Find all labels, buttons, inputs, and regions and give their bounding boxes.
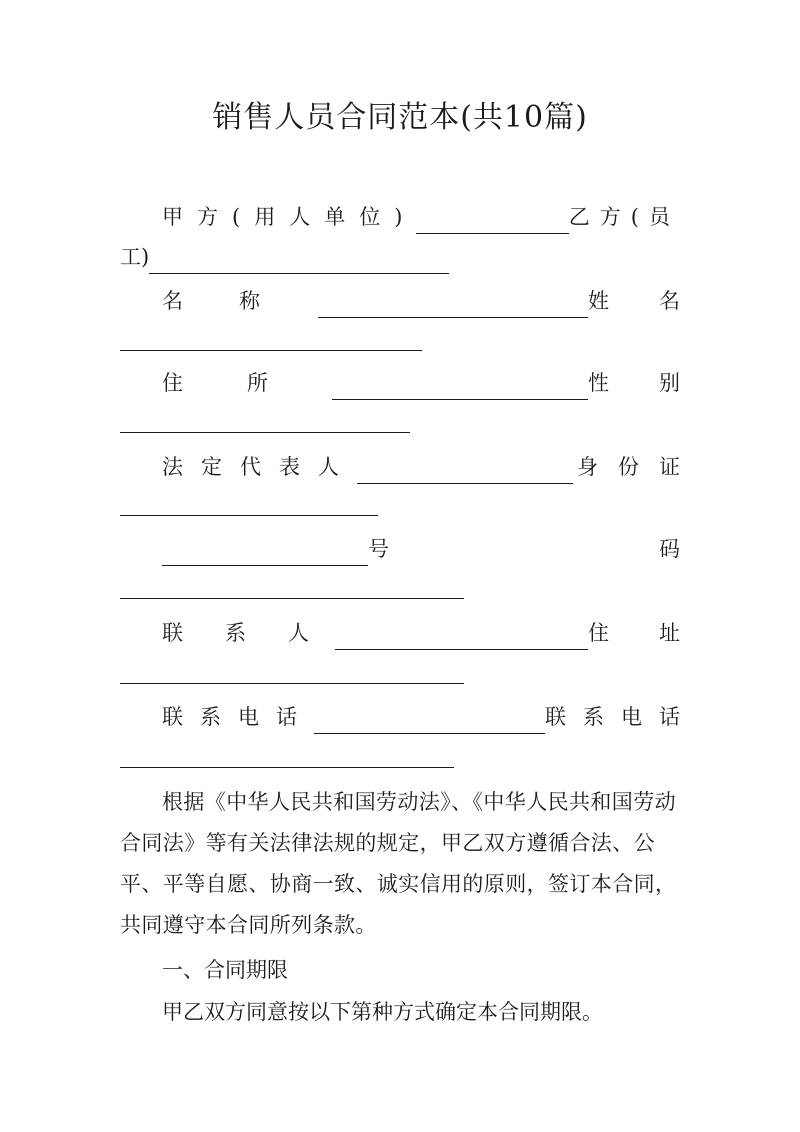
form-row-id-cont xyxy=(120,573,680,599)
form-row-party xyxy=(162,200,680,234)
party-b-label-cont: 工) xyxy=(120,245,150,269)
id-b-blank[interactable] xyxy=(120,573,464,599)
party-a-blank[interactable] xyxy=(416,208,568,234)
form-row-address-cont xyxy=(120,407,680,433)
sex-b-label: 性别 xyxy=(588,371,730,395)
address-a-blank[interactable] xyxy=(332,374,588,400)
form-row-contact-cont xyxy=(120,658,680,684)
party-b-label: 乙方(员 xyxy=(568,205,680,229)
name-b-blank[interactable] xyxy=(120,325,422,351)
form-row-phone-cont xyxy=(120,742,680,768)
rep-a-blank[interactable] xyxy=(357,458,573,484)
form-row-rep xyxy=(162,450,700,484)
party-b-blank[interactable] xyxy=(149,248,449,274)
form-row-contact xyxy=(162,616,730,650)
form-row-id xyxy=(162,532,680,566)
paragraph-basis xyxy=(120,782,680,946)
name-a-label: 名称 xyxy=(162,289,316,313)
party-a-label: 甲方(用人单位) xyxy=(162,205,417,229)
section-1-heading: 一、合同期限 xyxy=(162,958,288,982)
phone-b-blank[interactable] xyxy=(120,742,454,768)
rep-a-label: 法定代表人 xyxy=(162,455,357,479)
form-row-party-cont xyxy=(120,240,680,274)
address-b-blank[interactable] xyxy=(120,658,464,684)
form-row-phone xyxy=(162,700,697,734)
form-row-name-cont xyxy=(120,325,680,351)
page-title: 销售人员合同范本(共10篇) xyxy=(212,100,588,135)
id-b-label-3: 码 xyxy=(659,537,680,561)
name-a-blank[interactable] xyxy=(318,292,588,318)
form-row-name xyxy=(162,284,730,318)
address-b-label: 住址 xyxy=(588,621,730,645)
address-a-label: 住所 xyxy=(162,371,332,395)
form-row-address xyxy=(162,366,730,400)
id-b-label-1: 身份证 xyxy=(577,455,700,479)
section-1-heading-wrap xyxy=(120,950,680,991)
paragraph-basis-text: 根据《中华人民共和国劳动法》、《中华人民共和国劳动合同法》等有关法律法规的规定，甲乙双方遵循合法、公平、平等自愿、协商一致、诚实信用的原则，签订本合同，共同遵守本合同所列条款。 xyxy=(120,790,677,937)
section-1-text: 甲乙双方同意按以下第种方式确定本合同期限。 xyxy=(162,1000,603,1024)
phone-a-label: 联系电话 xyxy=(162,705,314,729)
phone-a-blank[interactable] xyxy=(314,708,545,734)
phone-b-label: 联系电话 xyxy=(545,705,697,729)
section-1-text-wrap xyxy=(120,992,680,1033)
rep-cont-blank[interactable] xyxy=(120,490,378,516)
id-pre-blank[interactable] xyxy=(162,540,368,566)
contact-a-label: 联系人 xyxy=(162,621,351,645)
contact-a-blank[interactable] xyxy=(335,624,588,650)
name-b-label: 姓名 xyxy=(588,289,730,313)
id-b-label-2: 号 xyxy=(368,537,389,561)
sex-b-blank[interactable] xyxy=(120,407,410,433)
form-row-rep-cont xyxy=(120,490,680,516)
